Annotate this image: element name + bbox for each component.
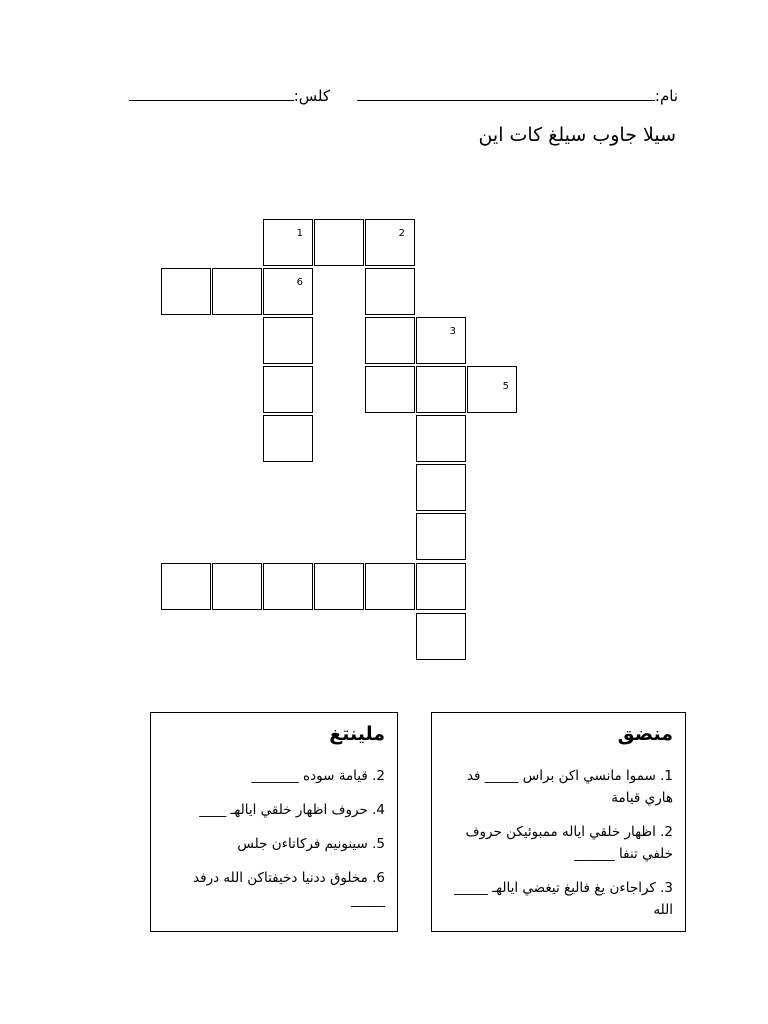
name-field	[353, 86, 678, 105]
crossword-cell[interactable]	[416, 613, 466, 660]
class-blank[interactable]	[129, 86, 294, 101]
crossword-cell[interactable]	[263, 268, 313, 315]
across-clue-2: 2. قيامة سوده _______	[251, 768, 385, 784]
down-clue-1: 1. سموا مانسي اكن براس _____ فد هاري قيامة	[466, 768, 673, 806]
crossword-cell[interactable]	[416, 513, 466, 560]
crossword-cell[interactable]	[416, 464, 466, 511]
crossword-cell[interactable]	[365, 317, 415, 364]
crossword-cell[interactable]	[365, 219, 415, 266]
cell-number: 2	[398, 228, 405, 239]
crossword-cell[interactable]	[212, 268, 262, 315]
name-blank[interactable]	[357, 86, 655, 101]
crossword-cell[interactable]	[467, 366, 517, 413]
down-clue-3: 3. كراجاءن يغ فاليغ تيغضي ايالهـ _____ الله	[454, 880, 673, 918]
crossword-cell[interactable]	[314, 219, 364, 266]
cell-number: 3	[449, 326, 456, 337]
down-clue-2: 2. اظهار خلقي اياله ممبوئيكن حروف خلفي تنفا ______	[465, 824, 673, 862]
crossword-cell[interactable]	[263, 366, 313, 413]
cell-number: 6	[296, 277, 303, 288]
crossword-cell[interactable]	[365, 268, 415, 315]
crossword-cell[interactable]	[212, 563, 262, 610]
crossword-cell[interactable]	[263, 219, 313, 266]
crossword-cell[interactable]	[314, 563, 364, 610]
crossword-cell[interactable]	[416, 317, 466, 364]
crossword-cell[interactable]	[416, 563, 466, 610]
across-clue-5: 5. سينونيم فركاتاءن جلس	[237, 836, 385, 852]
crossword-cell[interactable]	[161, 563, 211, 610]
crossword-cell[interactable]	[416, 415, 466, 462]
across-heading: ملينتغ	[329, 723, 385, 745]
name-label: نام:	[654, 87, 678, 105]
down-heading: منضق	[617, 723, 673, 745]
class-field	[128, 86, 330, 105]
cell-number: 1	[296, 228, 303, 239]
cell-number: 5	[502, 381, 509, 392]
crossword-cell[interactable]	[365, 563, 415, 610]
across-clue-6: 6. مخلوق ددنيا دخيفتاكن الله درفد _____	[193, 870, 385, 908]
crossword-cell[interactable]	[161, 268, 211, 315]
crossword-cell[interactable]	[263, 563, 313, 610]
down-clues-box	[431, 712, 686, 932]
crossword-cell[interactable]	[365, 366, 415, 413]
class-label: كلس:	[293, 87, 330, 105]
crossword-cell[interactable]	[263, 415, 313, 462]
crossword-cell[interactable]	[416, 366, 466, 413]
crossword-cell[interactable]	[263, 317, 313, 364]
across-clues-box	[150, 712, 398, 932]
page-title: سيلا جاوب سيلغ كات اين	[478, 124, 676, 146]
across-clue-4: 4. حروف اظهار خلقي ايالهـ ____	[199, 802, 385, 818]
